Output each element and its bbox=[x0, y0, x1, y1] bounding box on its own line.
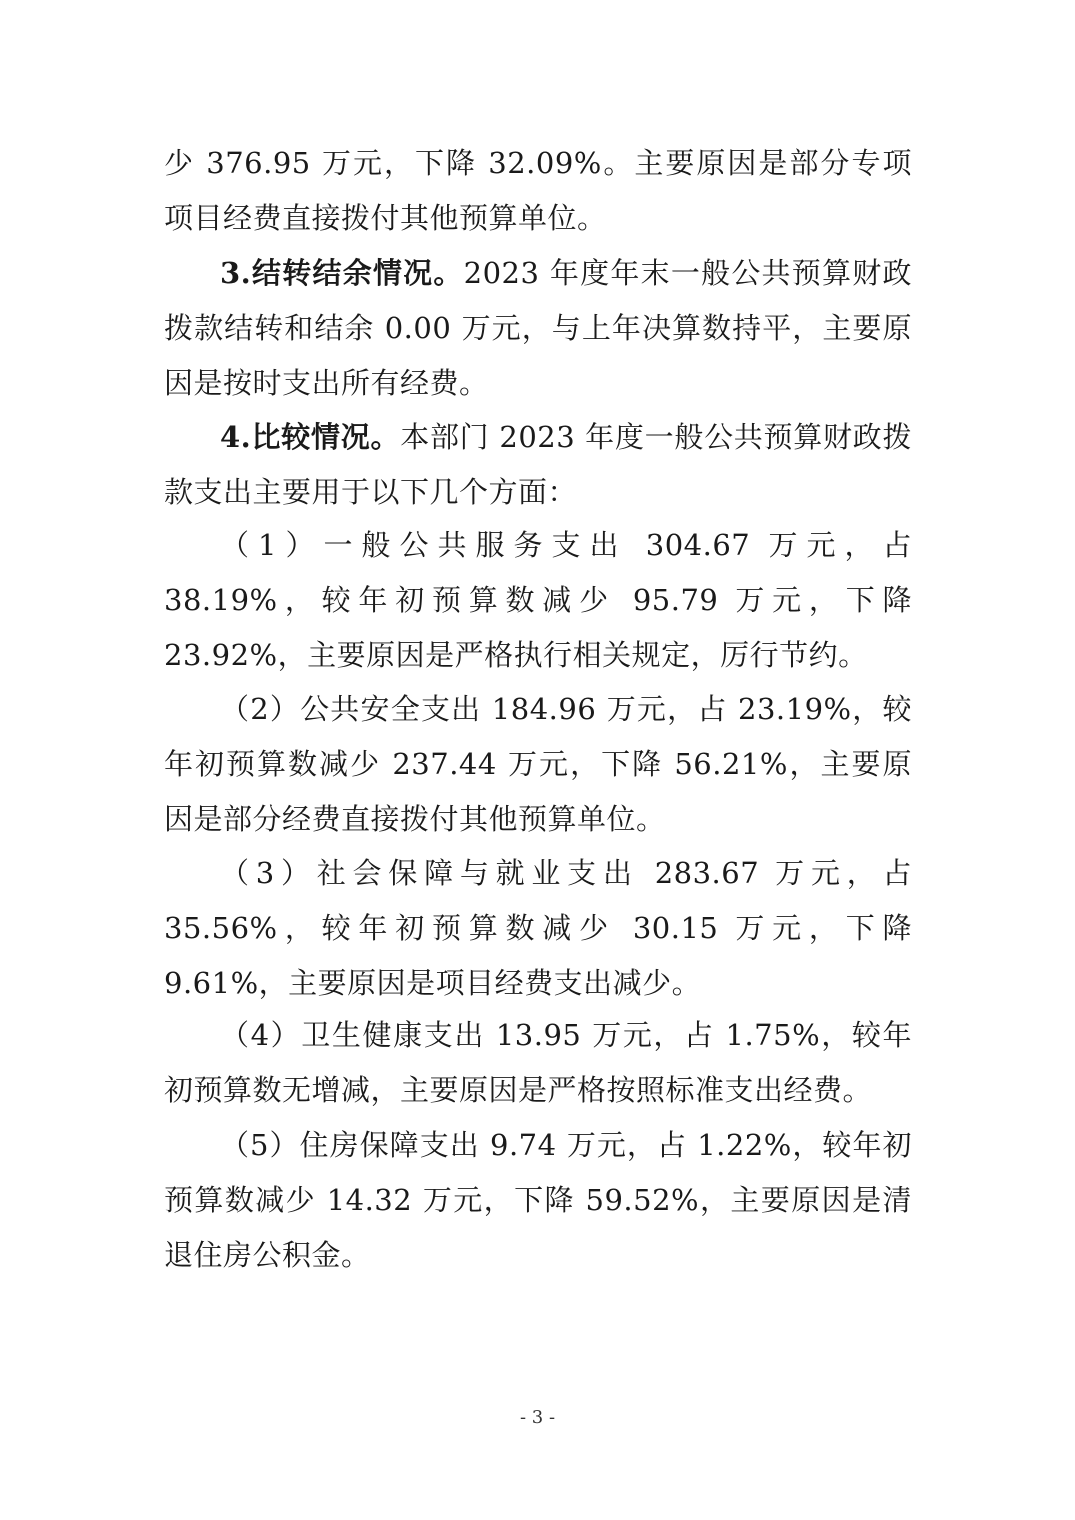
paragraph-text: 本部门 2023 年度一般公共预算财政拨款支出主要用于以下几个方面： bbox=[164, 420, 912, 509]
section-heading: 4.比较情况。 bbox=[220, 420, 401, 454]
paragraph-text: （5）住房保障支出 9.74 万元，占 1.22%，较年初预算数减少 14.32 万元，下降 59.52%，主要原因是清退住房公积金。 bbox=[164, 1128, 912, 1272]
paragraph-text: （4）卫生健康支出 13.95 万元，占 1.75%，较年初预算数无增减，主要原因是严格按照标准支出经费。 bbox=[164, 1018, 912, 1107]
paragraph-text: 2023 年度年末一般公共预算财政拨款结转和结余 0.00 万元，与上年决算数持平，主要原因是按时支出所有经费。 bbox=[164, 256, 912, 400]
paragraph-carryover-balance bbox=[164, 246, 912, 411]
paragraph-text: （3）社会保障与就业支出 283.67 万元，占 35.56%，较年初预算数减少 30.15 万元，下降 9.61%，主要原因是项目经费支出减少。 bbox=[164, 856, 912, 1000]
paragraph-continuation bbox=[164, 136, 912, 246]
page-number: - 3 - bbox=[519, 1407, 556, 1428]
list-item-public-security bbox=[164, 682, 912, 847]
list-item-social-security bbox=[164, 846, 912, 1011]
paragraph-comparison bbox=[164, 410, 912, 520]
list-item-housing bbox=[164, 1118, 912, 1283]
list-item-general-public-services bbox=[164, 518, 912, 683]
paragraph-text: （2）公共安全支出 184.96 万元，占 23.19%，较年初预算数减少 237.44 万元，下降 56.21%，主要原因是部分经费直接拨付其他预算单位。 bbox=[164, 692, 912, 836]
list-item-health bbox=[164, 1008, 912, 1118]
section-heading: 3.结转结余情况。 bbox=[220, 256, 464, 290]
paragraph-text: 少 376.95 万元，下降 32.09%。主要原因是部分专项项目经费直接拨付其他预算单位。 bbox=[164, 146, 912, 235]
paragraph-text: （1）一般公共服务支出 304.67 万元，占 38.19%，较年初预算数减少 95.79 万元，下降 23.92%，主要原因是严格执行相关规定，厉行节约。 bbox=[164, 528, 912, 672]
